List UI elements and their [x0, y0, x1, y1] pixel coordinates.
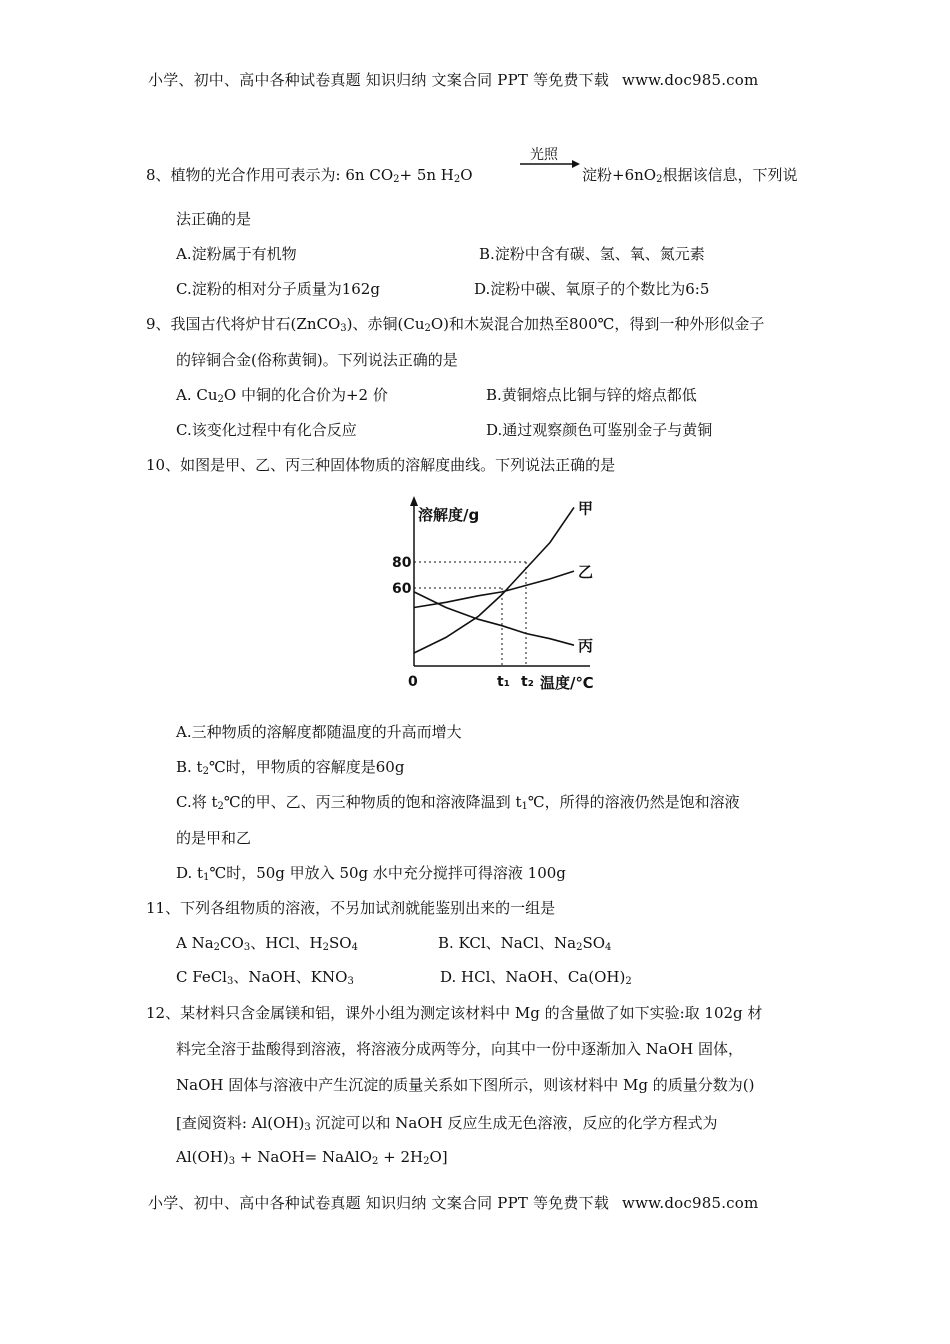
- chart-guides: [414, 562, 526, 666]
- q10-option-b: B. $t_2℃$时，甲物质的容解度是60g: [176, 758, 405, 777]
- q8-option-a: A.淀粉属于有机物: [176, 245, 297, 263]
- q10-option-c: C.将 $t_2℃$的甲、乙、丙三种物质的饱和溶液降温到 $t_1℃$，所得的溶液仍然是饱和溶液: [176, 793, 740, 812]
- x-axis-title: 温度/℃: [540, 674, 594, 690]
- q11-option-b: B. KCl、NaCl、$Na_2SO_4$: [438, 934, 612, 953]
- header-url: www.doc985.com: [622, 71, 759, 89]
- light-reaction-arrow: [518, 146, 580, 168]
- q8-option-c: C.淀粉的相对分子质量为162g: [176, 280, 380, 298]
- q12-stem-line1: 12、某材料只含金属镁和铝，课外小组为测定该材料中 Mg 的含量做了如下实验:取 102g 材: [146, 1004, 763, 1022]
- chart-series: [414, 507, 574, 653]
- y-tick-label-0: 60: [392, 581, 412, 597]
- q9-stem-line1: 9、我国古代将炉甘石(ZnCO$_3$)、赤铜$(Cu_2O)$和木炭混合加热至800℃，得到一种外形似金子: [146, 315, 765, 334]
- series-label-1: 乙: [578, 563, 594, 582]
- q8-stem-line2: 法正确的是: [176, 210, 252, 228]
- q12-reference-line1: [查阅资料: $Al(OH)_3$ 沉淀可以和 NaOH 反应生成无色溶液，反应的化学方程式为: [176, 1114, 718, 1133]
- q10-option-a: A.三种物质的溶解度都随温度的升高而增大: [176, 723, 462, 741]
- q9-option-a: A. $Cu_2O$ 中铜的化合价为+2 价: [176, 386, 388, 405]
- q9-option-d: D.通过观察颜色可鉴别金子与黄铜: [486, 421, 713, 439]
- chart-labels: [392, 499, 594, 690]
- footer-url: www.doc985.com: [622, 1194, 759, 1212]
- series-label-0: 甲: [578, 499, 594, 518]
- arrow-label: 光照: [530, 147, 558, 163]
- series-label-2: 丙: [578, 637, 594, 656]
- q9-stem-line2: 的锌铜合金(俗称黄铜)。下列说法正确的是: [176, 351, 458, 369]
- q8-stem-line1: 8、植物的光合作用可表示为: 6n $CO_2+ 5n$ $H_2O$: [146, 166, 473, 185]
- series-line-0: [414, 507, 574, 653]
- q10-stem: 10、如图是甲、乙、丙三种固体物质的溶解度曲线。下列说法正确的是: [146, 456, 616, 474]
- q10-option-d: D. $t_1℃$时，50g 甲放入 50g 水中充分搅拌可得溶液 100g: [176, 864, 566, 883]
- q12-stem-line3: NaOH 固体与溶液中产生沉淀的质量关系如下图所示，则该材料中 Mg 的质量分数为(): [176, 1076, 755, 1094]
- solubility-chart: [390, 490, 600, 690]
- q8-option-b: B.淀粉中含有碳、氢、氧、氮元素: [479, 245, 705, 263]
- y-axis-title: 溶解度/g: [418, 506, 480, 524]
- x-tick-label-1: t₂: [521, 674, 534, 690]
- q10-option-c-line2: 的是甲和乙: [176, 829, 252, 847]
- q11-option-d: D. HCl、NaOH、$Ca(OH)_2$: [440, 968, 632, 987]
- q11-stem: 11、下列各组物质的溶液，不另加试剂就能鉴别出来的一组是: [146, 899, 556, 917]
- q8-stem-line1-tail: 淀粉$+6nO_2$根据该信息，下列说: [582, 166, 798, 185]
- q8-option-d: D.淀粉中碳、氧原子的个数比为6:5: [474, 280, 710, 298]
- page-header: [148, 69, 758, 90]
- header-text: 小学、初中、高中各种试卷真题 知识归纳 文案合同 PPT 等免费下载: [148, 71, 610, 89]
- q11-option-a: A $Na_2CO_3$、HCl、$H_2SO_4$: [176, 934, 358, 953]
- y-tick-label-1: 80: [392, 555, 412, 571]
- series-line-2: [414, 592, 574, 645]
- origin-label: 0: [408, 674, 418, 690]
- q12-stem-line2: 料完全溶于盐酸得到溶液，将溶液分成两等分，向其中一份中逐渐加入 NaOH 固体，: [176, 1040, 743, 1058]
- y-axis-arrow: [410, 496, 418, 506]
- q11-option-c: C FeCl$_3$、NaOH、$KNO_3$: [176, 968, 354, 987]
- q9-option-c: C.该变化过程中有化合反应: [176, 421, 357, 439]
- q12-reference-line2: $Al(OH)_3$ + NaOH= NaAlO$_2$ + $2H_2O$]: [176, 1148, 448, 1167]
- q9-option-b: B.黄铜熔点比铜与锌的熔点都低: [486, 386, 697, 404]
- page-footer: [148, 1192, 758, 1213]
- x-tick-label-0: t₁: [497, 674, 510, 690]
- footer-text: 小学、初中、高中各种试卷真题 知识归纳 文案合同 PPT 等免费下载: [148, 1194, 610, 1212]
